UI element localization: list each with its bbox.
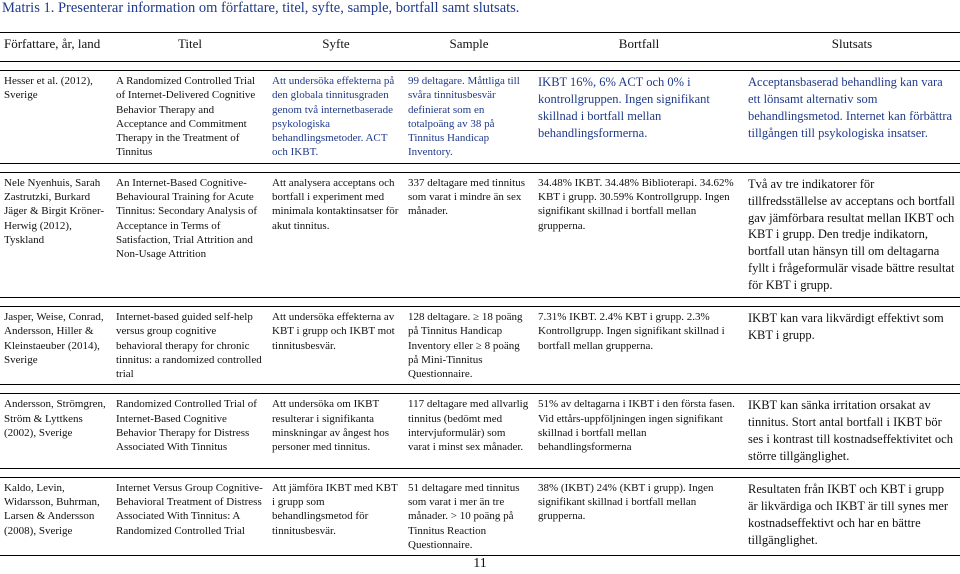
column-header-author: Författare, år, land (0, 33, 112, 62)
table-header-row (0, 33, 960, 62)
cell-conclusion: IKBT kan vara likvärdigt effektivt som KBT i grupp. (744, 306, 960, 384)
cell-author: Andersson, Strömgren, Ström & Lyttkens (2002), Sverige (0, 394, 112, 469)
table-row (0, 394, 960, 469)
cell-dropout: 34.48% IKBT. 34.48% Biblioterapi. 34.62% KBT i grupp. 30.59% Kontrollgrupp. Ingen signifikant skillnad i bortfall mellan grupperna. (534, 172, 744, 297)
cell-dropout: 7.31% IKBT. 2.4% KBT i grupp. 2.3% Kontrollgrupp. Ingen signifikant skillnad i bortfall mellan grupperna. (534, 306, 744, 384)
cell-aim: Att jämföra IKBT med KBT i grupp som behandlingsmetod för tinnitusbesvär. (268, 477, 404, 555)
cell-title: Randomized Controlled Trial of Internet-Based Cognitive Behavior Therapy for Distress Associated With Tinnitus (112, 394, 268, 469)
cell-author: Nele Nyenhuis, Sarah Zastrutzki, Burkard Jäger & Birgit Kröner-Herwig (2012), Tyskland (0, 172, 112, 297)
cell-conclusion: Acceptansbaserad behandling kan vara ett lönsamt alternativ som behandlingsmetod. Internet kan förbättra tillgången till psykologiska insatser. (744, 71, 960, 164)
table-row (0, 477, 960, 555)
column-header-aim: Syfte (268, 33, 404, 62)
column-header-conclusion: Slutsats (744, 33, 960, 62)
table-row (0, 172, 960, 297)
column-header-title: Titel (112, 33, 268, 62)
table-row (0, 71, 960, 164)
cell-sample: 128 deltagare. ≥ 18 poäng på Tinnitus Handicap Inventory eller ≥ 8 poäng på Mini-Tinnitus Questionnaire. (404, 306, 534, 384)
cell-title: Internet Versus Group Cognitive-Behavioral Treatment of Distress Associated With Tinnitus: A Randomized Controlled Trial (112, 477, 268, 555)
table-row (0, 306, 960, 384)
page-number: 11 (473, 556, 487, 571)
cell-title: An Internet-Based Cognitive-Behavioural Training for Acute Tinnitus: Secondary Analysis of Acceptance in Terms of Satisfaction, Trial Attrition and Non-Usage Attrition (112, 172, 268, 297)
cell-author: Kaldo, Levin, Widarsson, Buhrman, Larsen & Andersson (2008), Sverige (0, 477, 112, 555)
cell-title: A Randomized Controlled Trial of Internet-Delivered Cognitive Behavior Therapy and Acceptance and Commitment Therapy in the Treatment of Tinnitus (112, 71, 268, 164)
cell-sample: 117 deltagare med allvarlig tinnitus (bedömt med intervjuformulär) som varat i minst sex månader. (404, 394, 534, 469)
cell-sample: 337 deltagare med tinnitus som varat i mindre än sex månader. (404, 172, 534, 297)
cell-aim: Att analysera acceptans och bortfall i experiment med minimala kontaktinsatser för akut tinnitus. (268, 172, 404, 297)
cell-dropout: 51% av deltagarna i IKBT i den första fasen. Vid ettårs-uppföljningen ingen signifikant skillnad i bortfall mellan behandlingsformerna (534, 394, 744, 469)
page-heading: Matris 1. Presenterar information om författare, titel, syfte, sample, bortfall samt slutsats. (2, 0, 520, 16)
cell-conclusion: IKBT kan sänka irritation orsakat av tinnitus. Stort antal bortfall i IKBT bör ses i kontrast till kostnadseffektivitet och större tillgänglighet. (744, 394, 960, 469)
cell-sample: 99 deltagare. Måttliga till svåra tinnitusbesvär definierat som en totalpoäng av 38 på Tinnitus Handicap Inventory. (404, 71, 534, 164)
cell-title: Internet-based guided self-help versus group cognitive behavioral therapy for chronic tinnitus: a randomized controlled trial (112, 306, 268, 384)
cell-conclusion: Två av tre indikatorer för tillfredsställelse av acceptans och bortfall gav jämförbara resultat mellan IKBT och KBT i grupp. Den tredje indikatorn, bortfall utan hänsyn till om deltagarna fyllt i frågeformulär visade bättre resultat för KBT i grupp. (744, 172, 960, 297)
cell-sample: 51 deltagare med tinnitus som varat i mer än tre månader. > 10 poäng på Tinnitus Reaction Questionnaire. (404, 477, 534, 555)
cell-dropout: IKBT 16%, 6% ACT och 0% i kontrollgruppen. Ingen signifikant skillnad i bortfall mellan behandlingsformerna. (534, 71, 744, 164)
cell-author: Hesser et al. (2012), Sverige (0, 71, 112, 164)
literature-matrix-table (0, 32, 960, 556)
cell-dropout: 38% (IKBT) 24% (KBT i grupp). Ingen signifikant skillnad i bortfall mellan grupperna. (534, 477, 744, 555)
column-header-dropout: Bortfall (534, 33, 744, 62)
cell-author: Jasper, Weise, Conrad, Andersson, Hiller & Kleinstaeuber (2014), Sverige (0, 306, 112, 384)
cell-conclusion: Resultaten från IKBT och KBT i grupp är likvärdiga och IKBT är till synes mer kostnadseffektivt och har en bättre tillgänglighet. (744, 477, 960, 555)
cell-aim: Att undersöka effekterna av KBT i grupp och IKBT mot tinnitusbesvär. (268, 306, 404, 384)
cell-aim: Att undersöka effekterna på den globala tinnitusgraden genom två internetbaserade psykologiska behandlingsmetoder. ACT och IKBT. (268, 71, 404, 164)
cell-aim: Att undersöka om IKBT resulterar i signifikanta minskningar av ångest hos personer med tinnitus. (268, 394, 404, 469)
column-header-sample: Sample (404, 33, 534, 62)
